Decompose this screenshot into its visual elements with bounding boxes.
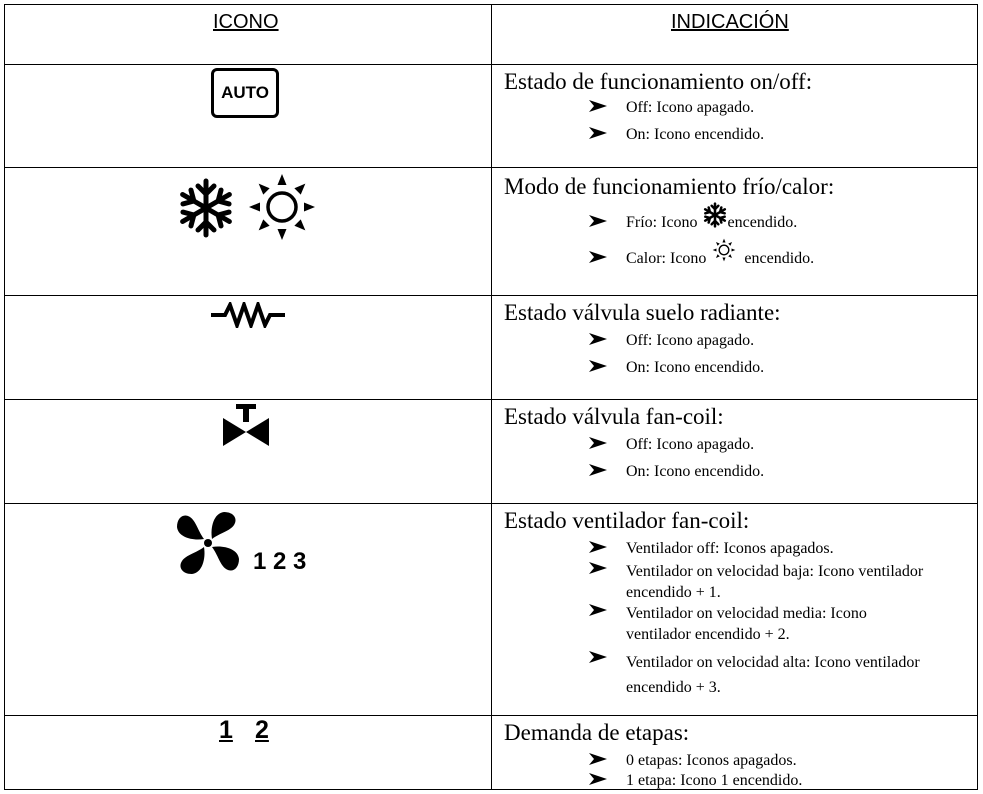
bullet-item: Off: Icono apagado. — [588, 332, 754, 350]
resistor-icon — [211, 302, 285, 328]
row-title: Estado de funcionamiento on/off: — [504, 69, 813, 94]
table-header — [5, 5, 977, 65]
table-row — [5, 504, 977, 716]
arrow-bullet-icon — [588, 125, 610, 141]
bullet-item: On: Icono encendido. — [588, 463, 764, 481]
table-row — [5, 716, 977, 789]
row-title: Estado válvula fan-coil: — [504, 404, 724, 429]
arrow-bullet-icon — [588, 358, 610, 374]
bullet-item: Ventilador off: Iconos apagados. — [588, 540, 834, 558]
arrow-bullet-icon — [588, 539, 610, 555]
stage-2-icon: 2 — [255, 716, 269, 744]
bullet-item: Ventilador on velocidad alta: Icono ventilador encendido + 3. — [588, 650, 926, 700]
arrow-bullet-icon — [588, 98, 610, 114]
table-row — [5, 296, 977, 400]
bullet-item: Calor: Icono encendido. — [588, 250, 814, 268]
arrow-bullet-icon — [588, 435, 610, 451]
auto-icon — [211, 68, 279, 118]
auto-label: AUTO — [221, 83, 269, 102]
header-icon-col: ICONO — [213, 11, 279, 33]
row-title: Estado ventilador fan-coil: — [504, 508, 750, 533]
snowflake-small-icon — [702, 202, 728, 228]
bullet-item: 0 etapas: Iconos apagados. — [588, 752, 797, 770]
arrow-bullet-icon — [588, 213, 610, 229]
arrow-bullet-icon — [588, 560, 610, 576]
arrow-bullet-icon — [588, 602, 610, 618]
bullet-item: On: Icono encendido. — [588, 359, 764, 377]
row-title: Estado válvula suelo radiante: — [504, 300, 781, 325]
table-row — [5, 65, 977, 168]
row-title: Modo de funcionamiento frío/calor: — [504, 174, 835, 199]
header-indication-col: INDICACIÓN — [671, 11, 789, 33]
table-row — [5, 400, 977, 504]
bullet-item: Frío: Icono encendido. — [588, 214, 797, 232]
arrow-bullet-icon — [588, 462, 610, 478]
icon-table — [4, 4, 978, 790]
valve-icon — [221, 404, 271, 448]
bullet-item: Ventilador on velocidad baja: Icono ventilador encendido + 1. — [588, 561, 926, 603]
sun-small-icon — [712, 238, 736, 262]
arrow-bullet-icon — [588, 751, 610, 767]
fan-icon — [171, 508, 245, 578]
sun-icon — [247, 172, 317, 242]
arrow-bullet-icon — [588, 771, 610, 787]
bullet-item: On: Icono encendido. — [588, 126, 764, 144]
bullet-item: Off: Icono apagado. — [588, 99, 754, 117]
snowflake-icon — [175, 177, 237, 239]
row-title: Demanda de etapas: — [504, 720, 690, 745]
fan-speeds-label: 1 2 3 — [253, 548, 307, 575]
bullet-item: Ventilador on velocidad media: Icono ventilador encendido + 2. — [588, 603, 926, 645]
arrow-bullet-icon — [588, 249, 610, 265]
arrow-bullet-icon — [588, 331, 610, 347]
table-row — [5, 168, 977, 296]
bullet-item: Off: Icono apagado. — [588, 436, 754, 454]
arrow-bullet-icon — [588, 649, 610, 665]
bullet-item: 1 etapa: Icono 1 encendido. — [588, 772, 802, 790]
stage-1-icon: 1 — [219, 716, 233, 744]
